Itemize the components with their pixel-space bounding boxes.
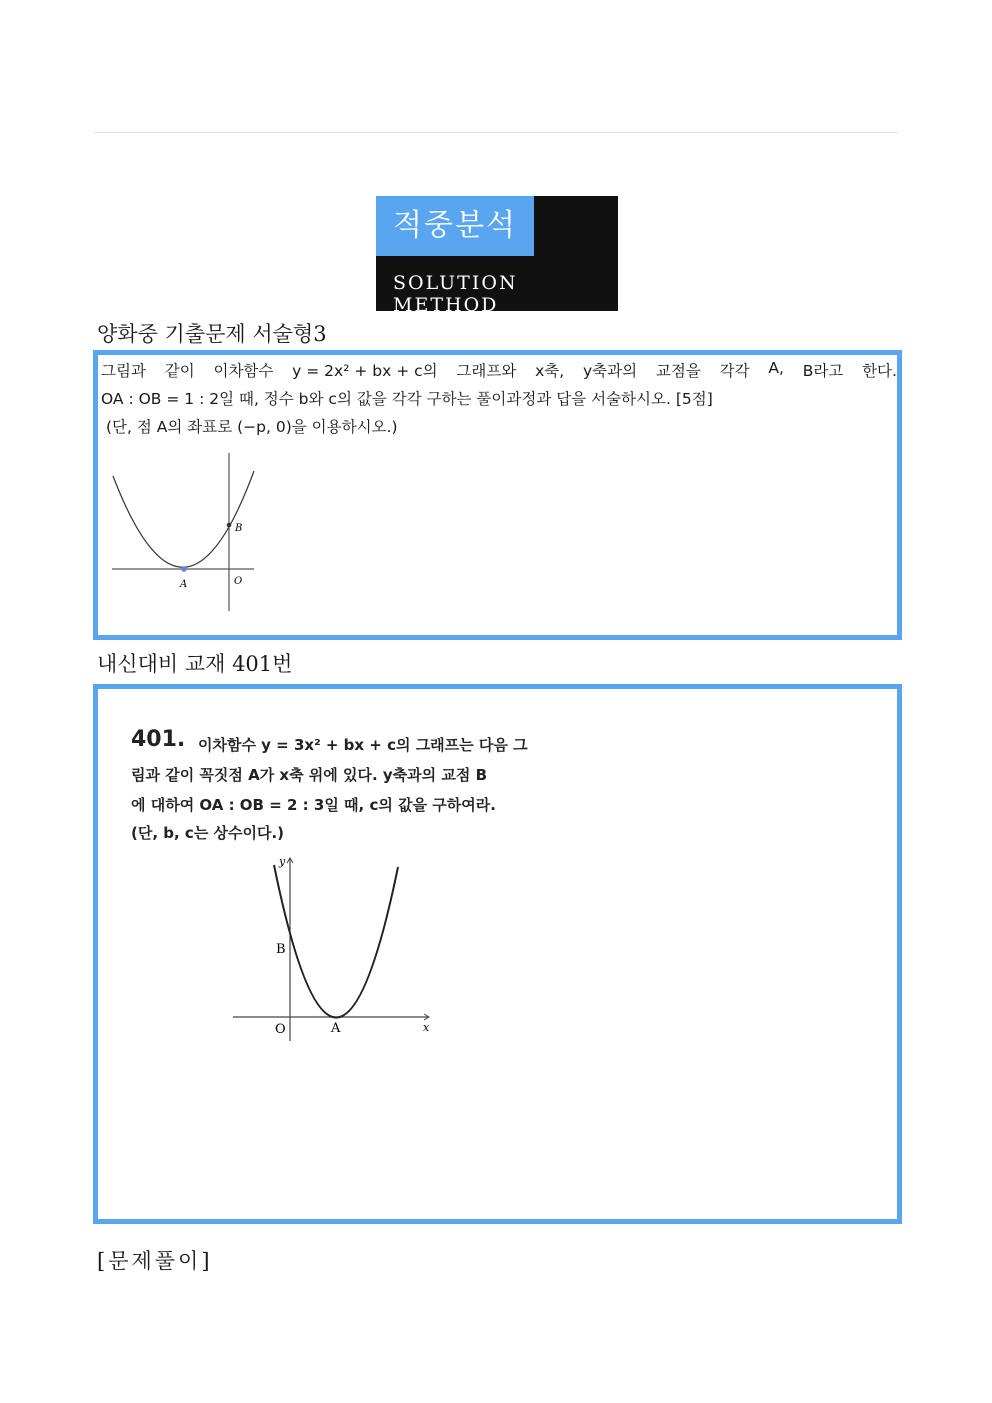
label-o: O <box>234 576 243 587</box>
problem-line-1-word: 같이 <box>164 362 195 380</box>
label-y: y <box>279 855 286 868</box>
section1-heading: 양화중 기출문제 서술형3 <box>97 322 327 346</box>
problem-line-1-word: 이차함수 <box>213 362 274 380</box>
solution-method-badge <box>376 196 618 316</box>
label-x: x <box>423 1021 430 1034</box>
problem-line-1-word: 한다. <box>862 362 897 380</box>
parabola-curve <box>274 865 398 1018</box>
solution-heading: [문제풀이] <box>97 1249 213 1273</box>
problem-line-1-word: B라고 <box>802 362 844 380</box>
problem-line-1-word: 교점을 <box>655 362 701 380</box>
problem-line-3: (단, 점 A의 좌표로 (−p, 0)을 이용하시오.) <box>106 418 398 436</box>
label-o: O <box>275 1022 286 1037</box>
problem-line-1-word: y = 2x² + bx + c의 <box>292 362 438 380</box>
textbook-line-3: 에 대하여 OA : OB = 2 : 3일 때, c의 값을 구하여라. <box>131 796 496 814</box>
textbook-parabola-graph <box>228 849 438 1049</box>
problem-line-1 <box>101 359 897 381</box>
textbook-line-4: (단, b, c는 상수이다.) <box>131 824 285 842</box>
problem-line-1-word: x축, <box>535 362 565 380</box>
problem-line-1-word: A, <box>768 359 784 377</box>
problem-line-2: OA : OB = 1 : 2일 때, 정수 b와 c의 값을 각각 구하는 풀이과정과 답을 서술하시오. [5점] <box>101 390 713 408</box>
badge-subtitle: SOLUTION METHOD <box>393 272 518 316</box>
exam-parabola-graph <box>108 451 258 616</box>
problem-number: 401. <box>131 727 186 752</box>
problem-line-1-word: 각각 <box>719 362 750 380</box>
textbook-problem-box <box>93 684 902 1224</box>
point-b <box>227 523 232 528</box>
badge-title: 적중분석 <box>376 196 534 256</box>
label-b: B <box>235 523 243 534</box>
label-a: A <box>331 1021 341 1036</box>
point-a <box>181 566 187 572</box>
textbook-line-2: 림과 같이 꼭짓점 A가 x축 위에 있다. y축과의 교점 B <box>131 766 488 784</box>
problem-line-1-word: 그래프와 <box>456 362 517 380</box>
exam-problem-box <box>93 350 902 640</box>
parabola-curve <box>113 471 254 567</box>
label-a: A <box>180 579 188 590</box>
textbook-line-1: 이차함수 y = 3x² + bx + c의 그래프는 다음 그 <box>198 736 528 754</box>
label-b: B <box>276 942 286 957</box>
problem-line-1-word: 그림과 <box>101 362 146 380</box>
top-rule <box>94 132 898 133</box>
section2-heading: 내신대비 교재 401번 <box>97 652 293 676</box>
problem-line-1-word: y축과의 <box>583 362 638 380</box>
